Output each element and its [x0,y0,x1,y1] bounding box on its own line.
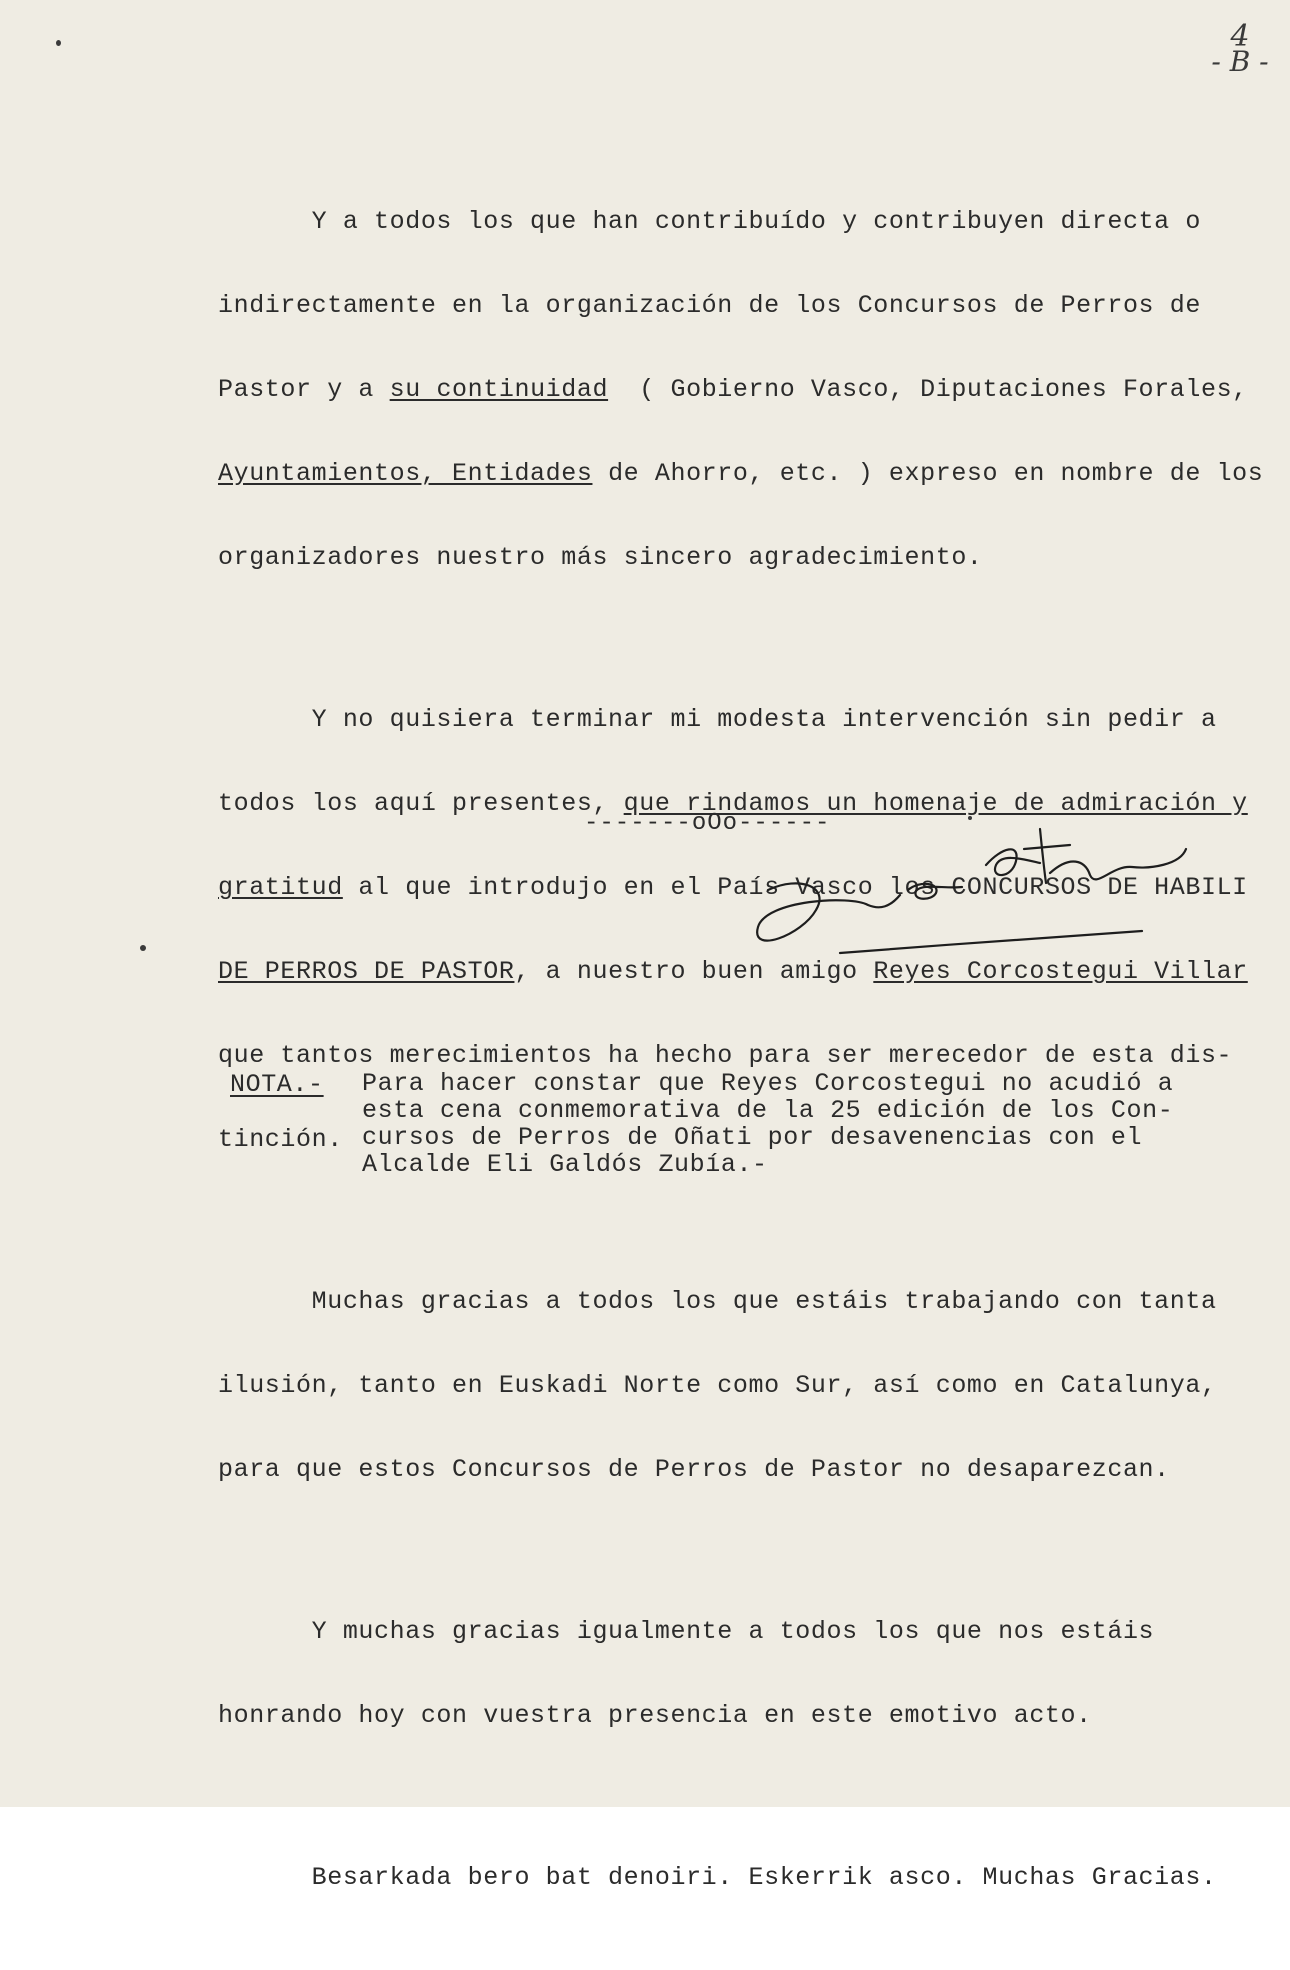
page-number-top: 4 [1230,19,1250,54]
note-line: Para hacer constar que Reyes Corcostegui no acudió a [362,1069,1174,1098]
text-line: Pastor y a su continuidad ( Gobierno Vasco, Diputaciones Forales, [218,375,1248,404]
text-line: Ayuntamientos, Entidades de Ahorro, etc. ) expreso en nombre de los [218,459,1264,488]
text-line: indirectamente en la organización de los Concursos de Perros de [218,291,1201,320]
note-line: Alcalde Eli Galdós Zubía.- [362,1150,768,1179]
section-separator: -------oOo------ [584,810,831,837]
text-line: honrando hoy con vuestra presencia en este emotivo acto. [218,1701,1092,1730]
text-line: que tantos merecimientos ha hecho para ser merecedor de esta dis- [218,1041,1233,1070]
paper-speck [140,945,146,951]
text-line: todos los aquí presentes, que rindamos un homenaje de admiración y [218,789,1248,818]
text-line: Y a todos los que han contribuído y contribuyen directa o [218,207,1201,236]
paragraph-thanks-organizers [218,152,1290,628]
paragraph-gratitude-attendees [218,1562,1290,1786]
paper-speck [56,40,61,46]
text-line: Muchas gracias a todos los que estáis trabajando con tanta [218,1287,1217,1316]
text-line: gratitud al que introdujo en el País Vasco los CONCURSOS DE HABILI [218,873,1248,902]
page-number [1200,19,1280,78]
note-line: esta cena conmemorativa de la 25 edición de los Con- [362,1096,1174,1125]
text-line: tinción. [218,1125,343,1154]
handwritten-signature [740,795,1190,975]
text-line: Besarkada bero bat denoiri. Eskerrik asco. Muchas Gracias. [218,1863,1217,1892]
text-line: Y no quisiera terminar mi modesta intervención sin pedir a [218,705,1217,734]
paragraph-gratitude-workers [218,1232,1290,1540]
text-line: ilusión, tanto en Euskadi Norte como Sur, así como en Catalunya, [218,1371,1217,1400]
text-line: Y muchas gracias igualmente a todos los que nos estáis [218,1617,1155,1646]
note-line: cursos de Perros de Oñati por desavenencias con el [362,1123,1143,1152]
text-line: DE PERROS DE PASTOR, a nuestro buen amigo Reyes Corcostegui Villar [218,957,1248,986]
note-label: NOTA.- [230,1070,324,1099]
text-line: para que estos Concursos de Perros de Pastor no desaparezcan. [218,1455,1170,1484]
text-line: organizadores nuestro más sincero agradecimiento. [218,543,983,572]
note-text [362,1070,1173,1178]
paragraph-closing [218,1808,1290,1948]
page-number-bottom: - B - [1211,45,1269,78]
letter-body [218,152,1290,1970]
